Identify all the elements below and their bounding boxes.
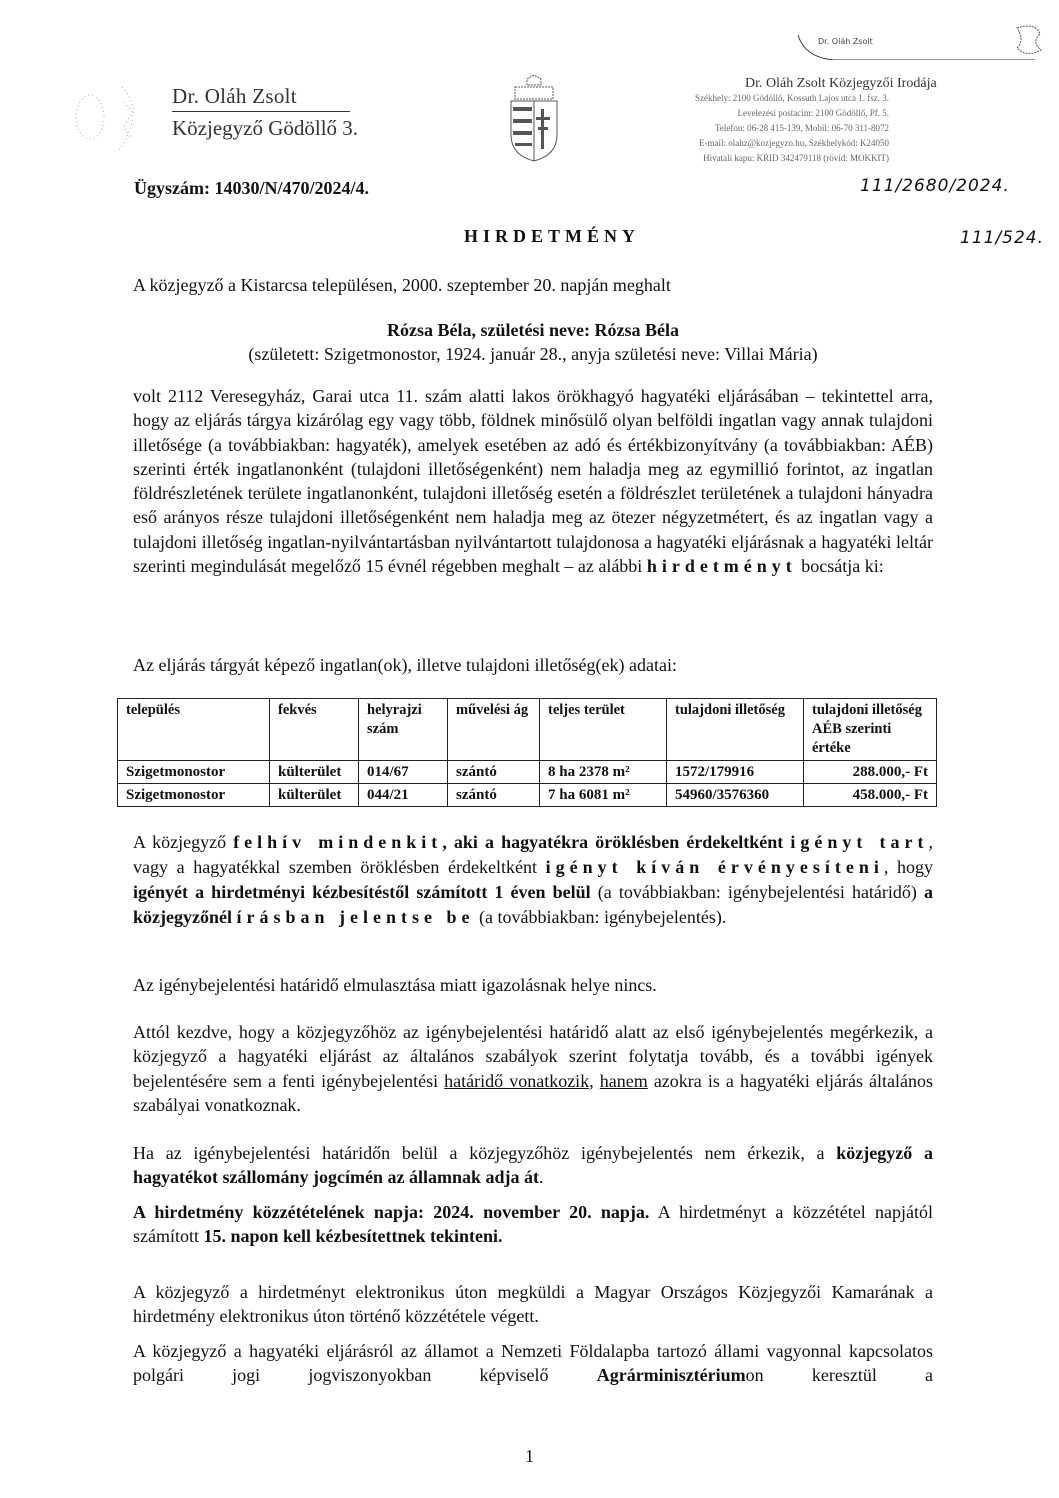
table-header-row [118,699,937,761]
case-number: Ügyszám: 14030/N/470/2024/4. [134,178,369,198]
office-address-line: E-mail: olahz@kozjegyzo.hu, Székhelykód: K24050 [699,138,889,148]
column-header: teljes terület [540,699,667,761]
deceased-birth-details: (született: Szigetmonostor, 1924. január 28., anyja születési neve: Villai Mária) [248,344,818,364]
main-paragraph: volt 2112 Veresegyház, Garai utca 11. szám alatti lakos örökhagyó hagyatéki eljárásában – tekintettel arra, hogy az eljárás tárgya kizárólag egy vagy több, földnek minősülő olyan belföldi ingatlan vagy annak tulajdoni illetősége (a továbbiakban: hagyaték), amelyek esetében az adó és értékbizonyítvány (a továbbiakban: AÉB) szerinti érték ingatlanonként (tulajdoni illetőségenként) nem haladja meg az egymillió forintot, az ingatlan földrészletének területe ingatlanonként, tulajdoni illetőség esetén a földrészlet területének a tulajdoni hányadra eső arányos része tulajdoni illetőségenként nem haladja meg az ötezer négyzetmétert, és az ingatlan vagy a tulajdoni illetőség ingatlan-nyilvántartásban nyilvántartott tulajdonosa a hagyatéki eljárásnak a hagyatéki leltár szerinti megindulását megelőző 15 évnél régebben meghalt – az alábbi hirdetményt bocsátja ki: [133,386,933,577]
notary-title: Közjegyző Gödöllő 3. [172,116,359,140]
signature-name: Dr. Oláh Zsolt [818,37,873,46]
table-cell: 288.000,- Ft [804,761,937,784]
table-cell: 458.000,- Ft [804,784,937,807]
ministry-paragraph: A közjegyző a hagyatéki eljárásról az államot a Nemzeti Földalapba tartozó állami vagyonnal kapcsolatos polgári jogi jogviszonyokban képviselő Agrárminisztériumon keresztül a [133,1341,933,1386]
column-header: helyrajzi szám [359,699,448,761]
office-title: Dr. Oláh Zsolt Közjegyzői Irodája [745,76,937,91]
table-cell: szántó [448,761,540,784]
call-to-claim-paragraph: A közjegyző felhív mindenkit, aki a hagyatékra öröklésben érdekeltként igényt tart, vagy a hagyatékkal szemben öröklésben érdekeltként igényt kíván érvényesíteni, hogy igényét a hirdetményi kézbesítéstől számított 1 éven belül (a továbbiakban: igénybejelentési határidő) a közjegyzőnél írásban jelentse be (a továbbiakban: igénybejelentés). [133,832,934,927]
table-cell: 044/21 [359,784,448,807]
handwritten-registration-number: 111/2680/2024. [860,176,1010,196]
column-header: település [118,699,270,761]
notary-seal-icon [62,72,162,162]
table-cell: 1572/179916 [667,761,804,784]
office-address-line: Levelezési postacím: 2100 Gödöllő, Pf. 5. [737,108,889,118]
column-header: tulajdoni illetőség [667,699,804,761]
document-title: HIRDETMÉNY [463,226,640,246]
property-table [117,698,937,807]
table-row [118,784,937,807]
column-header: művelési ág [448,699,540,761]
table-cell: 7 ha 6081 m² [540,784,667,807]
table-cell: 8 ha 2378 m² [540,761,667,784]
office-address-line: Telefon: 06-28 415-139, Mobil: 06-70 311-8072 [714,123,889,133]
office-address-line: Hivatali kapu: KRID 342479118 (rövid: MOKKIT) [703,153,889,163]
page-number: 1 [525,1446,534,1466]
hungarian-coat-of-arms-icon [505,75,563,163]
handwritten-sub-number: 111/524. [960,228,1045,248]
no-excuse-paragraph: Az igénybejelentési határidő elmulasztása miatt igazolásnak helye nincs. [133,975,657,995]
table-cell: szántó [448,784,540,807]
deceased-name: Rózsa Béla, születési neve: Rózsa Béla [387,320,679,340]
column-header: fekvés [270,699,359,761]
column-header: tulajdoni illetőség AÉB szerinti értéke [804,699,937,761]
hirdetmenyt-emphasis: hirdetményt [646,556,797,577]
letterhead-divider [172,111,350,112]
notary-name: Dr. Oláh Zsolt [172,84,297,108]
office-address-line: Székhely: 2100 Gödöllő, Kossuth Lajos utca 1. fsz. 3. [695,93,889,103]
table-cell: külterület [270,784,359,807]
state-transfer-paragraph: Ha az igénybejelentési határidőn belül a közjegyzőhöz igénybejelentés nem érkezik, a közjegyző a hagyatékot szállomány jogcímén az államnak adja át. [133,1143,934,1188]
intro-paragraph: A közjegyző a Kistarcsa településen, 2000. szeptember 20. napján meghalt [133,275,671,295]
publication-date-paragraph: A hirdetmény közzétételének napja: 2024. november 20. napja. A hirdetményt a közzététel napjától számított 15. napon kell kézbesítettnek tekinteni. [133,1202,934,1247]
procedure-continuation-paragraph: Attól kezdve, hogy a közjegyzőhöz az igénybejelentési határidő alatt az első igénybejelentés megérkezik, a közjegyző a hagyatéki eljárást az általános szabályok szerint folytatja tovább, és a további igények bejelentésére sem a fenti igénybejelentési határidő vonatkozik, hanem azokra is a hagyatéki eljárás általános szabályai vonatkoznak. [133,1022,933,1115]
table-cell: 014/67 [359,761,448,784]
chamber-notice-paragraph: A közjegyző a hirdetményt elektronikus úton megküldi a Magyar Országos Közjegyzői Kamarának a hirdetmény elektronikus úton történő közzététele végett. [133,1282,933,1327]
table-cell: külterület [270,761,359,784]
table-row [118,761,937,784]
table-intro: Az eljárás tárgyát képező ingatlan(ok), illetve tulajdoni illetőség(ek) adatai: [133,655,677,675]
table-cell: 54960/3576360 [667,784,804,807]
table-cell: Szigetmonostor [118,784,270,807]
table-cell: Szigetmonostor [118,761,270,784]
